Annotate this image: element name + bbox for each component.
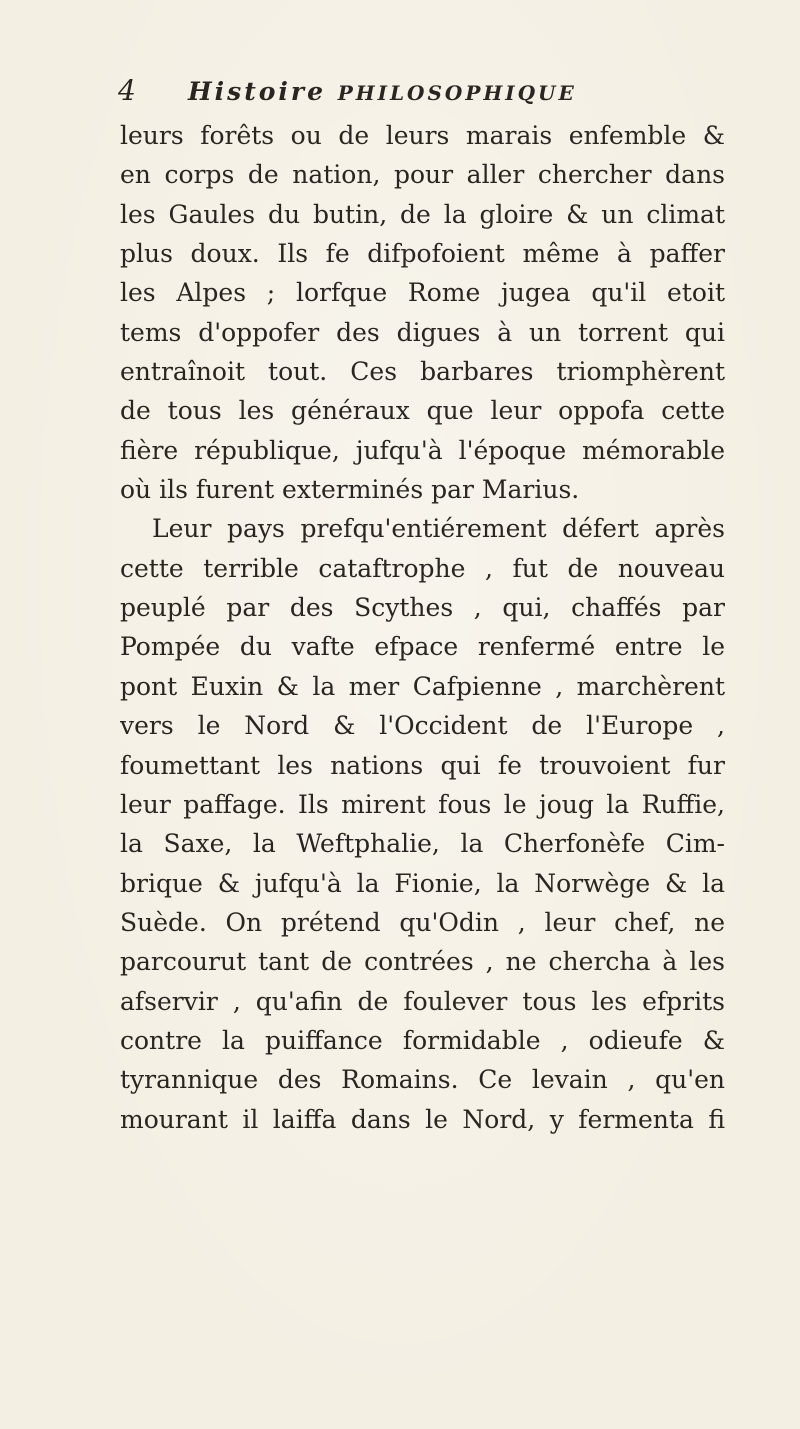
text-line: les Gaules du butin, de la gloire & un climat [120, 199, 725, 229]
text-line: en corps de nation, pour aller chercher dans [120, 160, 725, 190]
text-line: entraînoit tout. Ces barbares triomphèrent [120, 357, 725, 387]
running-header [118, 74, 718, 110]
text-line: brique & jufqu'à la Fionie, la Norwège & la [120, 868, 725, 898]
text-line: foumettant les nations qui fe trouvoient fur [120, 750, 725, 780]
text-line: mourant il laiffa dans le Nord, y fermenta fi [120, 1104, 725, 1134]
running-title-first: Histoire [188, 77, 338, 106]
body-text [120, 116, 725, 1139]
text-line: Leur pays prefqu'entiérement défert après [152, 514, 725, 544]
text-line: parcourut tant de contrées , ne chercha à les [120, 947, 725, 977]
text-line: tems d'oppofer des digues à un torrent qui [120, 317, 725, 347]
text-line: Pompée du vafte efpace renfermé entre le [120, 632, 725, 662]
text-line: tyrannique des Romains. Ce levain , qu'en [120, 1065, 725, 1095]
text-line: Suède. On prétend qu'Odin , leur chef, ne [120, 907, 725, 937]
text-line: de tous les généraux que leur oppofa cette [120, 396, 725, 426]
text-line: la Saxe, la Weftphalie, la Cherfonèfe Cim- [120, 829, 725, 859]
text-line: vers le Nord & l'Occident de l'Europe , [120, 711, 725, 741]
text-line: afservir , qu'afin de foulever tous les efprits [120, 986, 725, 1016]
running-title [188, 77, 577, 106]
page-number: 4 [118, 74, 136, 107]
text-line: leurs forêts ou de leurs marais enfemble & [120, 121, 725, 150]
text-line: où ils furent exterminés par Marius. [120, 475, 580, 505]
text-line: pont Euxin & la mer Cafpienne , marchèrent [120, 671, 725, 701]
text-line: cette terrible cataftrophe , fut de nouveau [120, 553, 725, 583]
text-line: plus doux. Ils fe difpofoient même à paffer [120, 239, 725, 269]
text-line: fière république, jufqu'à l'époque mémorable [120, 435, 725, 465]
text-line: les Alpes ; lorfque Rome jugea qu'il etoit [120, 278, 725, 308]
text-line: leur paffage. Ils mirent fous le joug la Ruffie, [120, 789, 725, 819]
text-line: contre la puiffance formidable , odieufe & [120, 1025, 725, 1055]
running-title-rest: PHILOSOPHIQUE [337, 81, 577, 105]
text-line: peuplé par des Scythes , qui, chaffés par [120, 593, 725, 623]
